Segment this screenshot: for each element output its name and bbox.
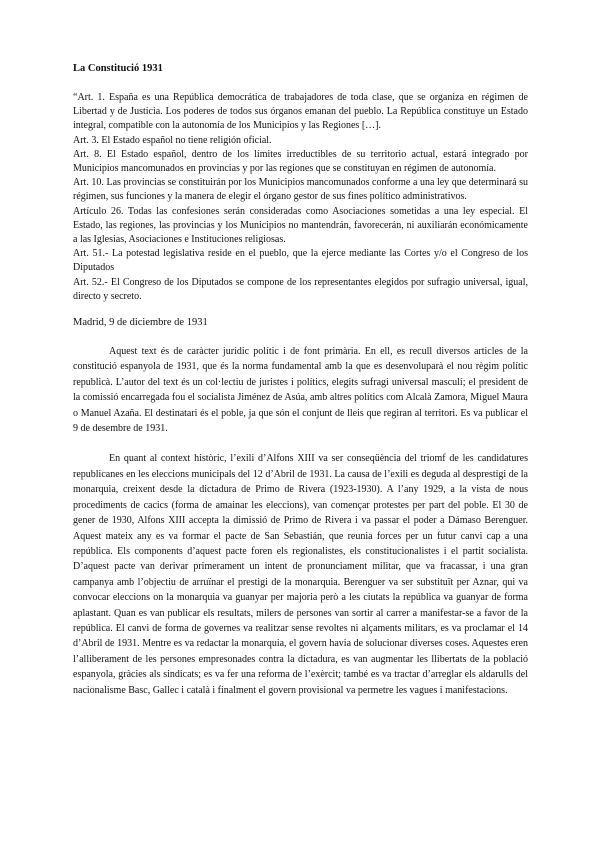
article-8: Art. 8. El Estado español, dentro de los límites irreductibles de su territorio actual, estará integrado por Municipios mancomunados en provincias y por las regiones que se constituyan en régimen de autonomía. <box>73 148 528 175</box>
document-date: Madrid, 9 de diciembre de 1931 <box>73 317 208 329</box>
article-10: Art. 10. Las provincias se constituirán por los Municipios mancomunados conforme a una ley que determinará su régimen, sus funciones y la manera de elegir el órgano gestor de sus fines político administrativos. <box>73 177 528 203</box>
paragraph-historical-context: En quant al context històric, l’exili d’Alfons XIII va ser conseqüència del triomf de les candidatures republicanes en les eleccions municipals del 12 d’Abril de 1931. La causa de l’exili es deguda al desprestigi de la monarquia, creixent desde la dictadura de Primo de Rivera (1923-1930). A l’any 1929, a la vista de nous procediments de cacics (forma de amainar les eleccions), van començar protestes per part del poble. El 30 de gener de 1930, Alfons XIII accepta la dimissió de Primo de Rivera i va passar el poder a Dámaso Berenguer. Aquest mateix any es va formar el pacte de San Sebastián, que reunia forces per un futur canvi cap a una república. Els components d’aquest pacte foren els regionalistes, els constitucionalistes i el partit socialista. D’aquest pacte van derivar primerament un intent de pronunciament militar, que va fracassar, i una gran campanya amb l’objectiu de arruïnar el prestigi de la monarquia. Berenguer va ser substituït per Aznar, qui va convocar eleccions on la monarquia va guanyar per majoria però a les ciutats la república va guanyar de forma aplastant. Quan es van publicar els resultats, milers de persones van sortir al carrer a manifestar-se a favor de la república. El canvi de forma de governes va realitzar sense revoltes ni alçaments militars, es va proclamar el 14 d’Abril de 1931. Mentre es va redactar la monarquia, el govern havia de solucionar diverses coses. Aquestes eren l’alliberament de les persones empresonades contra la dictadura, es van augmentar les llibertats de la població espanyola, gràcies als sindicats; es va fer una reforma de l’exèrcit; també es va tractar d’arreglar els aldarulls del nacionalisme Basc, Gallec i català i finalment el govern provisional va permetre les vagues i manifestacions. <box>73 453 528 696</box>
document-title: La Constitució 1931 <box>73 63 163 74</box>
constitution-articles <box>73 91 528 304</box>
article-3: Art. 3. El Estado español no tiene religión oficial. <box>73 134 272 146</box>
article-1: “Art. 1. España es una República democrática de trabajadores de toda clase, que se organiza en régimen de Libertad y de Justicia. Los poderes de todos sus órganos emanan del pueblo. La República constituye un Estado integral, compatible con la autonomía de los Municipios y las Regiones […]. <box>73 92 528 132</box>
document-page <box>73 62 528 698</box>
article-52: Art. 52.- El Congreso de los Diputados se compone de los representantes elegidos por sufragio universal, igual, directo y secreto. <box>73 276 528 302</box>
article-51: Art. 51.- La potestad legislativa reside en el pueblo, que la ejerce mediante las Cortes y/o el Congreso de los Diputados <box>73 248 528 274</box>
paragraph-classification: Aquest text és de caràcter jurídic polític i de font primària. En ell, es recull diversos articles de la constitució espanyola de 1931, que és la norma fundamental amb la que es desenvoluparà el nou règim polític republicà. L’autor del text és un col·lectiu de juristes i polítics, elegits sufragi universal masculí; el president de la comissió encarregada fou el socialista Jiménez de Asúa, amb altres polítics com Alcalà Zamora, Miguel Maura o Manuel Azaña. El destinatari és el poble, ja que són el conjunt de lleis que regiran al territori. Es va publicar el 9 de desembre de 1931. <box>73 346 528 435</box>
article-26: Artículo 26. Todas las confesiones serán consideradas como Asociaciones sometidas a una ley especial. El Estado, las regiones, las provincias y los Municipios no mantendrán, favorecerán, ni auxiliarán económicamente a las Iglesias, Asociaciones e Instituciones religiosas. <box>73 205 528 246</box>
